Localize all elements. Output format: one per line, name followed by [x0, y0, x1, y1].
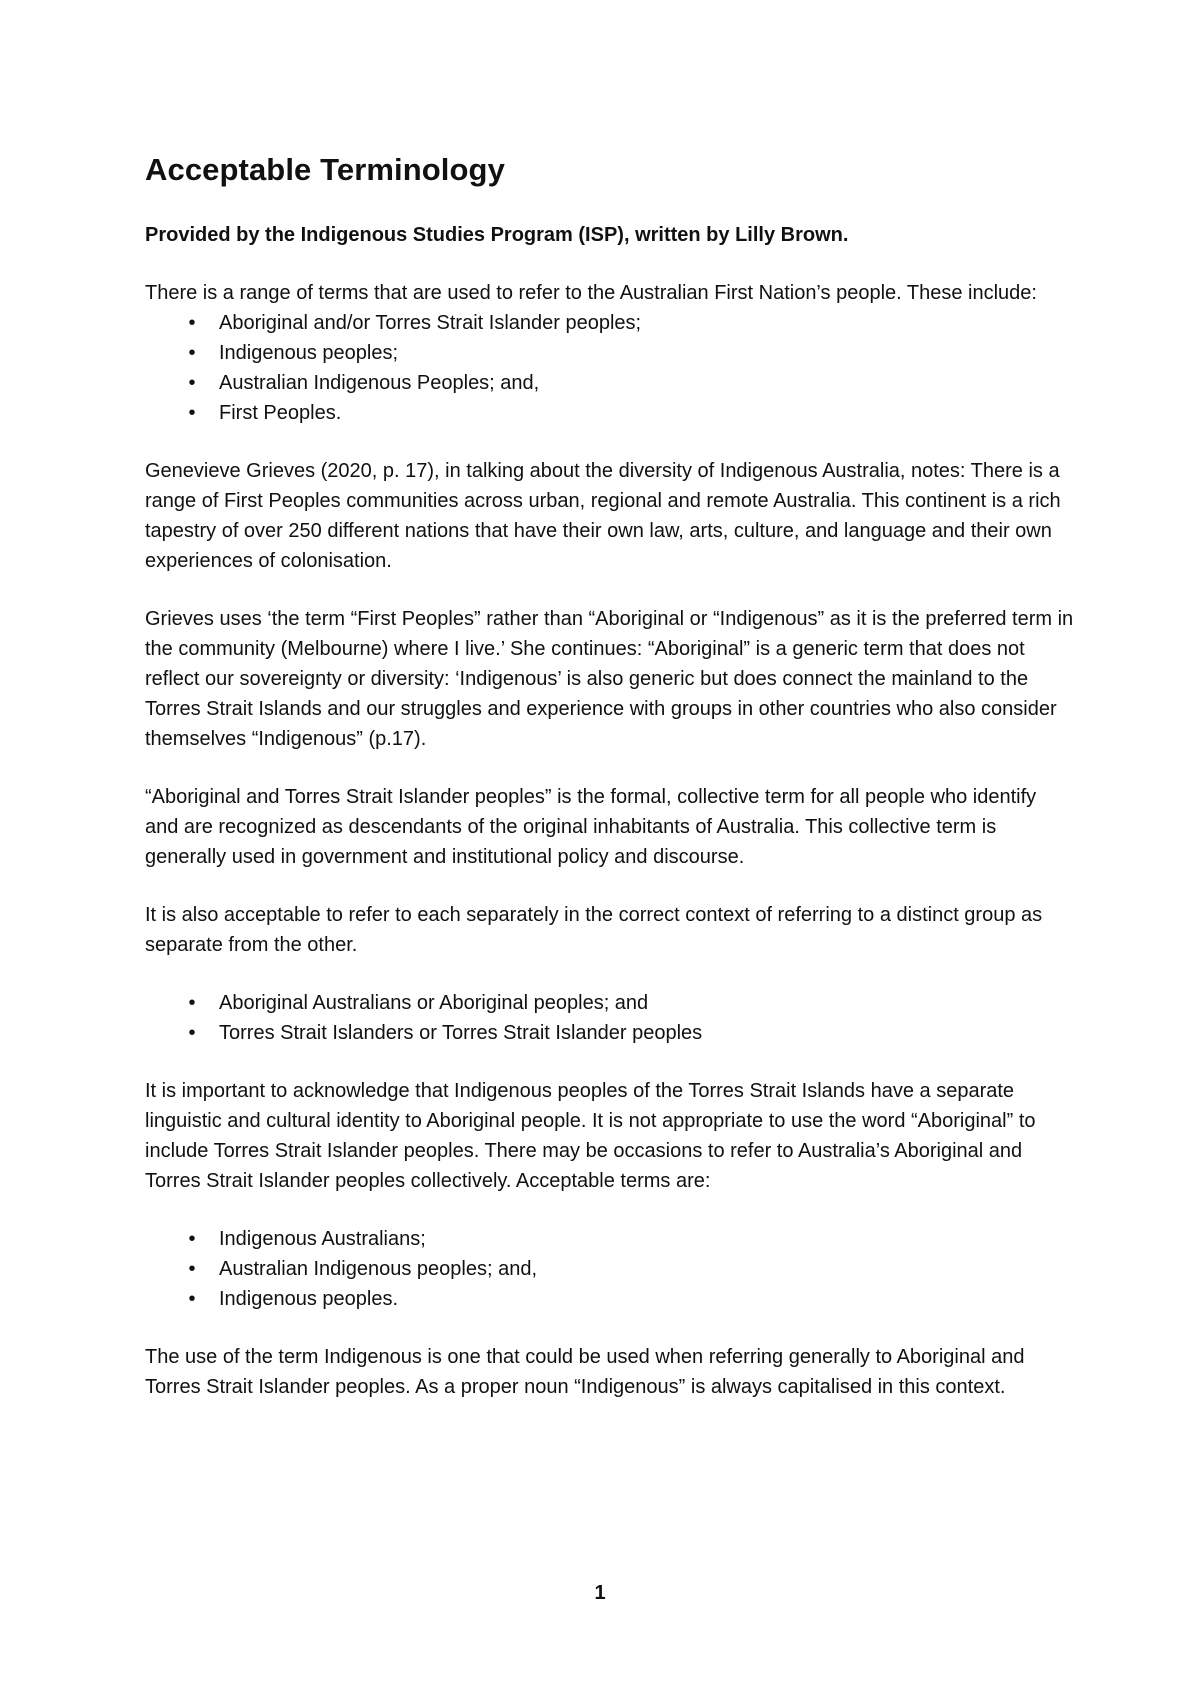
document-title: Acceptable Terminology — [145, 152, 505, 187]
bullet-icon: • — [188, 1288, 196, 1310]
bullet-icon: • — [188, 402, 196, 424]
page-number: 1 — [594, 1582, 606, 1604]
paragraph-intro: There is a range of terms that are used to refer to the Australian First Nation’s people. These include: — [145, 282, 1037, 304]
list-item: • Australian Indigenous peoples; and, — [145, 1254, 1075, 1284]
bullet-icon: • — [188, 1258, 196, 1280]
paragraph-grieves-quote: Genevieve Grieves (2020, p. 17), in talking about the diversity of Indigenous Australia, notes: There is a range of First Peoples communities across urban, regional and remote Australia. This continent is a rich tapestry of over 250 different nations that have their own law, arts, culture, and language and their own experiences of colonisation. — [145, 460, 1061, 572]
paragraph-indigenous-usage: The use of the term Indigenous is one that could be used when referring generally to Aboriginal and Torres Strait Islander peoples. As a proper noun “Indigenous” is always capitalised in this context. — [145, 1346, 1025, 1398]
bullet-icon: • — [188, 992, 196, 1014]
list-item: • Indigenous peoples; — [145, 338, 1075, 368]
document-page — [145, 150, 1075, 1402]
bullet-icon: • — [188, 312, 196, 334]
list-item: • Indigenous peoples. — [145, 1284, 1075, 1314]
bullet-icon: • — [188, 1022, 196, 1044]
paragraph-torres-strait: It is important to acknowledge that Indigenous peoples of the Torres Strait Islands have a separate linguistic and cultural identity to Aboriginal people. It is not appropriate to use the word “Aboriginal” to include Torres Strait Islander peoples. There may be occasions to refer to Australia’s Aboriginal and Torres Strait Islander peoples collectively. Acceptable terms are: — [145, 1080, 1036, 1192]
document-subtitle: Provided by the Indigenous Studies Program (ISP), written by Lilly Brown. — [145, 224, 849, 246]
list-item: • Aboriginal Australians or Aboriginal peoples; and — [145, 988, 1075, 1018]
bullet-icon: • — [188, 1228, 196, 1250]
paragraph-formal-term: “Aboriginal and Torres Strait Islander peoples” is the formal, collective term for all people who identify and are recognized as descendants of the original inhabitants of Australia. This collective term is generally used in government and institutional policy and discourse. — [145, 786, 1037, 868]
list-item: • Torres Strait Islanders or Torres Strait Islander peoples — [145, 1018, 1075, 1048]
bullet-icon: • — [188, 342, 196, 364]
terms-list-1 — [145, 308, 1075, 428]
paragraph-separate-terms: It is also acceptable to refer to each separately in the correct context of referring to a distinct group as separate from the other. — [145, 904, 1043, 956]
list-item: • Aboriginal and/or Torres Strait Islander peoples; — [145, 308, 1075, 338]
list-item: • First Peoples. — [145, 398, 1075, 428]
list-item: • Indigenous Australians; — [145, 1224, 1075, 1254]
paragraph-grieves-terms: Grieves uses ‘the term “First Peoples” rather than “Aboriginal or “Indigenous” as it is the preferred term in the community (Melbourne) where I live.’ She continues: “Aboriginal” is a generic term that does not reflect our sovereignty or diversity: ‘Indigenous’ is also generic but does connect the mainland to the Torres Strait Islands and our struggles and experience with groups in other countries who also consider themselves “Indigenous” (p.17). — [145, 608, 1074, 750]
terms-list-3 — [145, 1224, 1075, 1314]
list-item: • Australian Indigenous Peoples; and, — [145, 368, 1075, 398]
terms-list-2 — [145, 988, 1075, 1048]
bullet-icon: • — [188, 372, 196, 394]
